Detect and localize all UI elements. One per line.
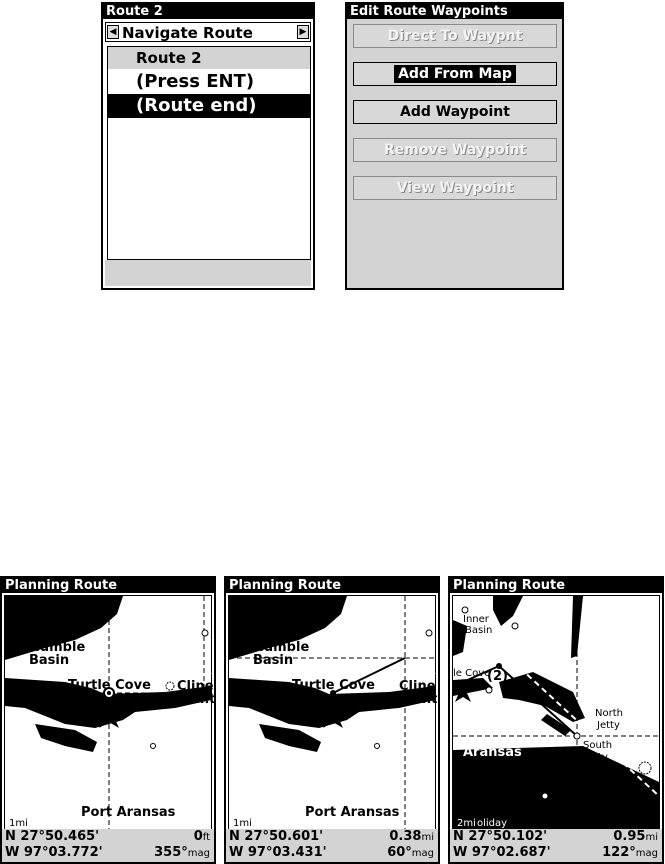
label-waypoint-1: (1) (325, 707, 346, 722)
route-screen (101, 2, 315, 290)
route-title: Route 2 (103, 4, 313, 19)
navigate-route-selector[interactable] (105, 22, 311, 42)
map-canvas[interactable] (452, 595, 660, 831)
map-canvas[interactable] (228, 595, 436, 831)
view-waypoint-button[interactable]: View Waypoint (353, 176, 557, 200)
distance-unit: mi (421, 832, 434, 843)
distance-value: 0.38 (389, 829, 422, 844)
longitude: W 97°03.772' (5, 845, 103, 860)
map-title: Planning Route (226, 578, 438, 593)
label-waypoint-2: (2) (487, 669, 508, 684)
label-turtle-cove: Turtle Cove (68, 678, 151, 693)
remove-waypoint-button[interactable]: Remove Waypoint (353, 138, 557, 162)
bearing-unit: mag (635, 848, 658, 859)
label-basin: Basin (465, 625, 493, 636)
map-title: Planning Route (450, 578, 662, 593)
planning-route-map-3 (448, 576, 664, 864)
list-header: Route 2 (108, 47, 310, 70)
latitude: N 27°50.465' (5, 829, 100, 844)
label-waypoint-1: (1) (101, 707, 122, 722)
label-turtle-cove: Turtle Cove (292, 678, 375, 693)
distance-unit: mi (645, 832, 658, 843)
direct-to-waypoint-button[interactable]: Direct To Waypnt (353, 24, 557, 48)
longitude: W 97°03.431' (229, 845, 327, 860)
latitude: N 27°50.102' (453, 829, 548, 844)
edit-waypoints-screen (345, 2, 564, 290)
add-from-map-button[interactable] (353, 62, 557, 86)
distance-value: 0 (193, 829, 203, 844)
selector-label: Navigate Route (122, 24, 253, 42)
label-cove: le Cove (453, 668, 491, 679)
map-canvas[interactable] (4, 595, 216, 831)
label-cline: Cline (177, 679, 214, 694)
bearing-unit: mag (187, 848, 210, 859)
label-cline: Cline (399, 679, 436, 694)
label-aransas: Aransas (463, 745, 522, 760)
label-point: Point (177, 692, 216, 707)
label-north: North (595, 708, 623, 719)
list-item-press-ent[interactable]: (Press ENT) (136, 71, 255, 92)
label-south-jetty: Jetty (585, 752, 608, 763)
label-basin: Basin (253, 653, 294, 668)
add-from-map-label: Add From Map (394, 65, 516, 83)
label-humble: Humble (253, 640, 310, 655)
bearing-value: 60° (387, 845, 412, 860)
label-scale: 1mi (233, 818, 252, 829)
distance-unit: ft (202, 832, 210, 843)
label-inner: Inner (463, 614, 489, 625)
map-title: Planning Route (2, 578, 214, 593)
route-waypoint-list (107, 46, 311, 260)
label-south: South (583, 740, 613, 751)
distance-value: 0.95 (613, 829, 646, 844)
position-readout (450, 829, 662, 862)
label-north-jetty: Jetty (597, 720, 620, 731)
arrow-right-icon[interactable]: ▶ (297, 25, 309, 39)
bearing-value: 122° (602, 845, 636, 860)
label-scale: 1mi (9, 818, 28, 829)
bearing-value: 355° (154, 845, 188, 860)
bearing-unit: mag (411, 848, 434, 859)
label-scale: 2mi (457, 818, 476, 829)
label-port-aransas: Port Aransas (81, 805, 176, 820)
planning-route-map-1 (0, 576, 216, 864)
add-waypoint-button[interactable]: Add Waypoint (353, 100, 557, 124)
latitude: N 27°50.601' (229, 829, 324, 844)
position-readout (2, 829, 214, 862)
edit-title: Edit Route Waypoints (347, 4, 562, 19)
label-port-aransas: Port Aransas (305, 805, 400, 820)
label-point: Point (399, 692, 438, 707)
label-holiday: oliday (477, 818, 508, 829)
list-item-route-end[interactable]: (Route end) (108, 94, 310, 118)
label-humble: Humble (29, 640, 86, 655)
longitude: W 97°02.687' (453, 845, 551, 860)
arrow-left-icon[interactable]: ◀ (107, 25, 119, 39)
planning-route-map-2 (224, 576, 440, 864)
position-readout (226, 829, 438, 862)
label-basin: Basin (29, 653, 70, 668)
route-footer (105, 260, 311, 286)
